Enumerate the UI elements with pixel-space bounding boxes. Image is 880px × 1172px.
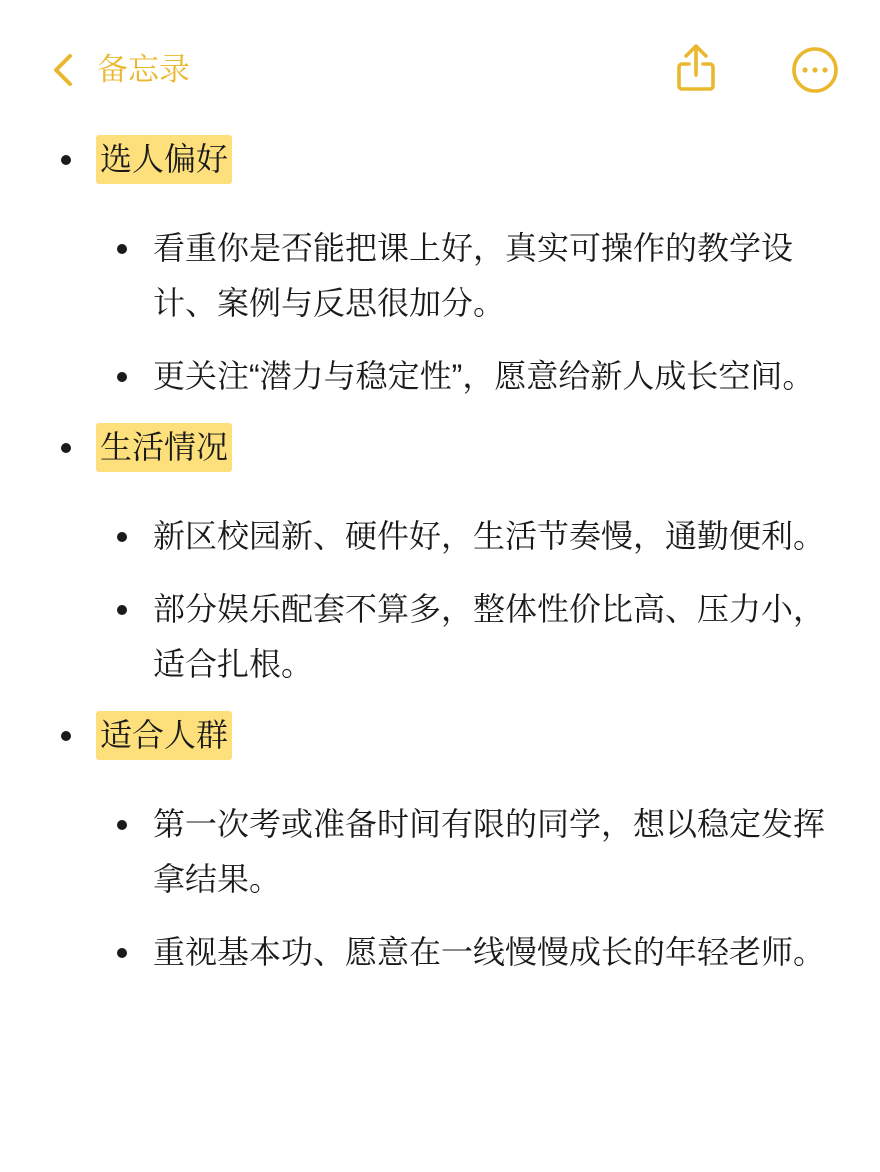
list-item[interactable] xyxy=(0,925,880,980)
back-button[interactable] xyxy=(48,44,198,96)
section-heading[interactable]: 适合人群 xyxy=(96,711,232,760)
list-item-text[interactable]: 重视基本功、愿意在一线慢慢成长的年轻老师。 xyxy=(153,934,826,970)
more-button[interactable] xyxy=(790,45,840,95)
list-item-text[interactable]: 第一次考或准备时间有限的同学，想以稳定发挥拿结果。 xyxy=(153,806,826,897)
list-item-text[interactable]: 部分娱乐配套不算多，整体性价比高、压力小，适合扎根。 xyxy=(153,591,826,682)
list-item[interactable] xyxy=(0,509,880,564)
bullet-dot xyxy=(117,820,127,830)
bullet-dot xyxy=(117,532,127,542)
section-heading[interactable]: 选人偏好 xyxy=(96,135,232,184)
bullet-dot xyxy=(117,244,127,254)
note-section xyxy=(0,708,880,980)
heading-row[interactable] xyxy=(0,708,880,763)
section-heading[interactable]: 生活情况 xyxy=(96,423,232,472)
list-item-text[interactable]: 新区校园新、硬件好，生活节奏慢，通勤便利。 xyxy=(153,518,826,554)
heading-row[interactable] xyxy=(0,420,880,475)
list-item[interactable] xyxy=(0,349,880,404)
bullet-dot xyxy=(117,372,127,382)
bullet-dot xyxy=(61,155,71,165)
back-label[interactable]: 备忘录 xyxy=(97,52,190,87)
share-button[interactable] xyxy=(672,42,720,94)
bullet-dot xyxy=(61,731,71,741)
list-item[interactable] xyxy=(0,797,880,907)
bullet-dot xyxy=(61,443,71,453)
list-item-text[interactable]: 看重你是否能把课上好，真实可操作的教学设计、案例与反思很加分。 xyxy=(153,230,794,321)
chevron-left-icon[interactable] xyxy=(50,52,78,88)
share-icon[interactable] xyxy=(672,42,720,94)
note-section xyxy=(0,420,880,692)
list-item-text[interactable]: 更关注“潜力与稳定性”，愿意给新人成长空间。 xyxy=(153,358,815,394)
more-icon[interactable] xyxy=(790,45,840,95)
list-item[interactable] xyxy=(0,221,880,331)
navigation-bar xyxy=(0,0,880,132)
heading-row[interactable] xyxy=(0,132,880,187)
list-item[interactable] xyxy=(0,582,880,692)
note-body[interactable] xyxy=(0,132,880,980)
note-section xyxy=(0,132,880,404)
bullet-dot xyxy=(117,948,127,958)
bullet-dot xyxy=(117,605,127,615)
